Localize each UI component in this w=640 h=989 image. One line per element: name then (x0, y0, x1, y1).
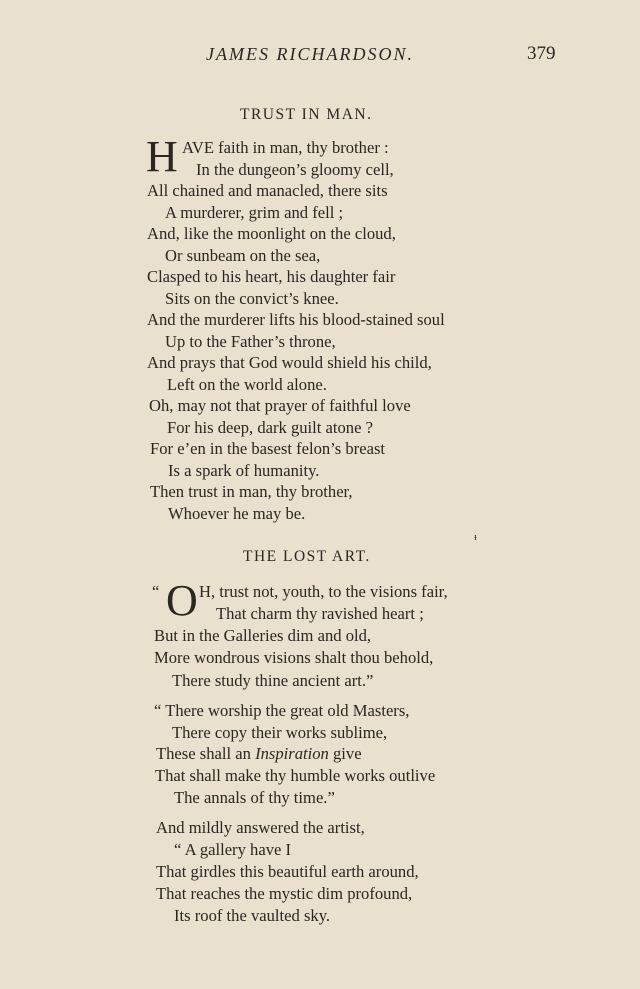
poem-line: “ A gallery have I (174, 840, 292, 859)
poem-line: And prays that God would shield his child, (147, 353, 432, 372)
poem-line: But in the Galleries dim and old, (154, 626, 372, 645)
page-number: 379 (527, 43, 556, 64)
opening-quote: “ (152, 582, 160, 601)
poem-line: And, like the moonlight on the cloud, (147, 224, 396, 243)
poem-line: There study thine ancient art.” (172, 671, 374, 690)
poem-line: More wondrous visions shalt thou behold, (154, 648, 434, 667)
line-text: These shall an (156, 744, 251, 763)
drop-cap: O (166, 576, 198, 625)
poem-title: THE LOST ART. (243, 548, 371, 565)
drop-cap: H (146, 132, 178, 181)
printer-mark: ᵻ (474, 532, 477, 543)
poem-line: Or sunbeam on the sea, (165, 246, 321, 265)
poem-line: A murderer, grim and fell ; (165, 203, 344, 222)
poem-line: The annals of thy time.” (174, 788, 335, 807)
poem-line: Its roof the vaulted sky. (174, 906, 331, 925)
poem-line: For e’en in the basest felon’s breast (150, 439, 386, 458)
poem-line: For his deep, dark guilt atone ? (167, 418, 373, 437)
poem-line: That shall make thy humble works outlive (155, 766, 436, 785)
poem-line: That charm thy ravished heart ; (216, 604, 424, 623)
poem-line: There copy their works sublime, (172, 723, 388, 742)
poem-line: In the dungeon’s gloomy cell, (196, 160, 394, 179)
poem-title: TRUST IN MAN. (240, 106, 373, 123)
poem-line: Whoever he may be. (168, 504, 306, 523)
line-text: give (333, 744, 362, 763)
poem-line: Up to the Father’s throne, (165, 332, 336, 351)
poem-line: AVE faith in man, thy brother : (182, 138, 389, 157)
poem-line: That girdles this beautiful earth around, (156, 862, 419, 881)
poem-line: Sits on the convict’s knee. (165, 289, 339, 308)
poem-line (156, 746, 362, 763)
poem-line: All chained and manacled, there sits (147, 181, 388, 200)
poem-line: That reaches the mystic dim profound, (156, 884, 413, 903)
poem-line: And the murderer lifts his blood-stained soul (147, 310, 445, 329)
running-head: JAMES RICHARDSON. (206, 44, 414, 64)
poem-line: And mildly answered the artist, (156, 818, 365, 837)
poem-line: Left on the world alone. (167, 375, 327, 394)
poem-line: “ There worship the great old Masters, (154, 701, 410, 720)
poem-line: Oh, may not that prayer of faithful love (149, 396, 411, 415)
italic-word: Inspiration (255, 744, 329, 763)
poem-line: Clasped to his heart, his daughter fair (147, 267, 396, 286)
poem-line: H, trust not, youth, to the visions fair, (199, 582, 448, 601)
poem-line: Then trust in man, thy brother, (150, 482, 353, 501)
poem-line: Is a spark of humanity. (168, 461, 320, 480)
